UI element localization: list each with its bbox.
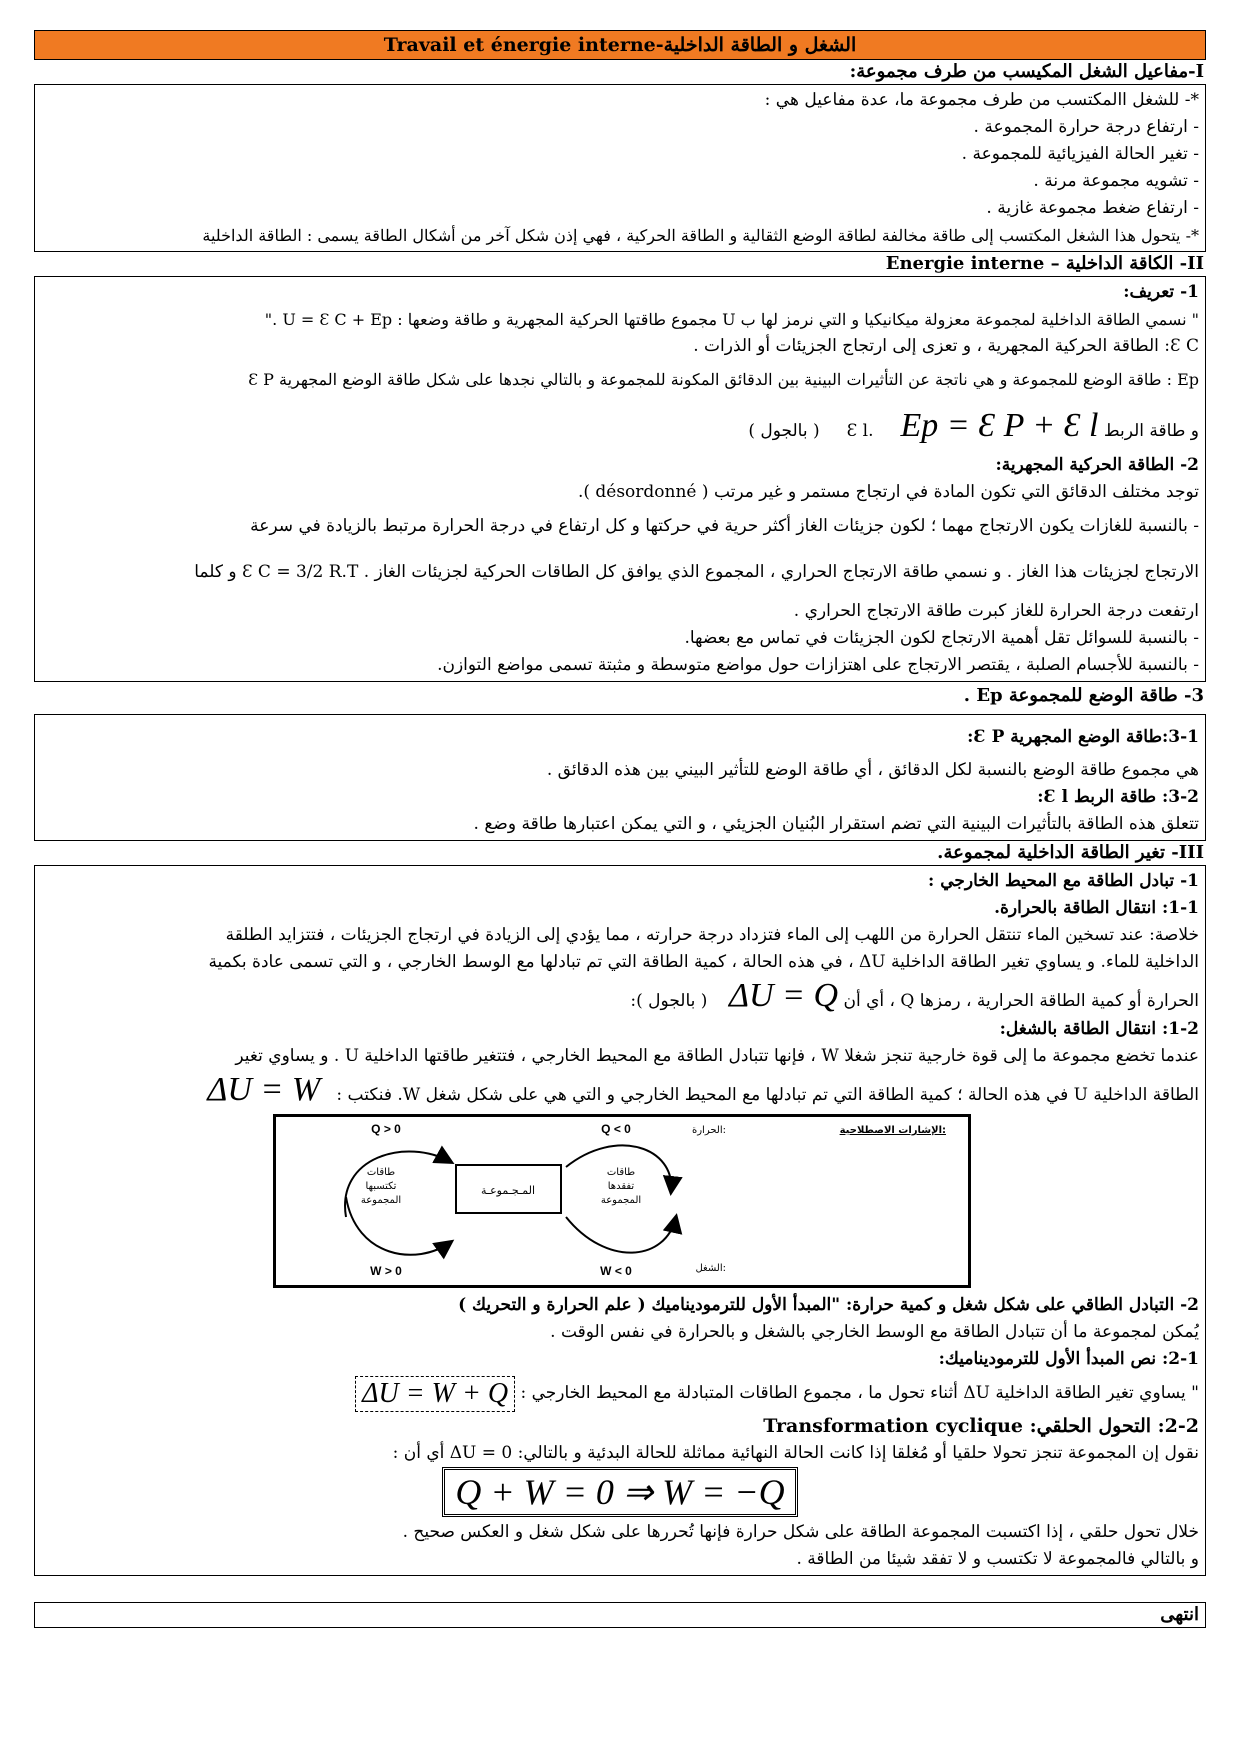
text-line: - ارتفاع ضغط مجموعة غازية . [986,198,1199,218]
subheading: 2-1: نص المبدأ الأول للترموديناميك: [938,1349,1199,1369]
text-line: - ارتفاع درجة حرارة المجموعة . [973,117,1199,137]
subheading: 3-1:طاقة الوضع المجهرية Ɛ P: [967,727,1199,747]
first-law-equation: ΔU = W + Q [355,1376,515,1412]
work-row-label: الشغل: [695,1263,726,1274]
document-page [34,30,1206,1628]
lose-label-1: طاقات [606,1167,636,1178]
equation-line [41,1070,1199,1110]
section-1-heading: I-مفاعيل الشغل المكيسب من طرف مجموعة: [849,61,1204,82]
system-label: المـجـموعـة [480,1184,536,1197]
conventions-title: الإشارات الاصطلاحية: [839,1125,946,1136]
label-q-positive: Q > 0 [371,1122,401,1136]
page-title: Travail et énergie interne-الشغل و الطاقة الداخلية [34,30,1206,60]
arrow-work-out [566,1217,676,1253]
label-w-positive: W > 0 [370,1264,402,1278]
cyclic-equation: Q + W = 0 ⇒ W = −Q [442,1467,797,1517]
text-line: *- للشغل االمكتسب من طرف مجموعة ما، عدة مفاعيل هي : [764,90,1199,110]
text-line: - تغير الحالة الفيزيائية للمجموعة . [961,144,1199,164]
text-line: عندما تخضع مجموعة ما إلى قوة خارجية تنجز شغلا W ، فإنها تتبادل الطاقة مع المحيط الخارجي ، فتتغير طاقتها الداخلية U . و يساوي تغير [235,1046,1199,1066]
text-line: - بالنسبة للأجسام الصلبة ، يقتصر الارتجاج على اهتزازات حول مواضع متوسطة و مثبتة تسمى مواضع التوازن. [437,655,1199,675]
subheading-fr: Transformation cyclique [763,1415,1024,1437]
section-3-heading: 3- طاقة الوضع للمجموعة Ep . [963,685,1204,706]
equation: Ep = Ɛ P + Ɛ l [900,407,1099,444]
subheading: 1- تبادل الطاقة مع المحيط الخارجي : [928,871,1199,891]
text-line: ارتفعت درجة الحرارة للغاز كبرت طاقة الارتجاج الحراري . [793,601,1199,621]
subheading: 2- الطاقة الحركية المجهرية: [995,455,1199,475]
diagram-svg [276,1117,962,1279]
section-2-heading: II- الكاقة الداخلية – Energie interne [885,253,1204,274]
subheading: 1-1: انتقال الطاقة بالحرارة. [994,898,1199,918]
lose-label-2: تفقدها [607,1181,635,1192]
text-line: *- يتحول هذا الشغل المكتسب إلى طاقة مخالفة لطاقة الوضع الثقالية و الطاقة الحركية ، فهي إذن شكل آخر من أشكال الطاقة يسمى : الطاقة الداخلية [202,226,1199,245]
text-line: خلاصة: عند تسخين الماء تنتقل الحرارة من اللهب إلى الماء فتزداد درجة حرارته ، مما يؤدي إلى الزيادة في ارتجاج الجزيئات ، فتتزايد الطلقة [225,925,1199,945]
text-line: Ɛ C: الطاقة الحركية المجهرية ، و تعزى إلى ارتجاج الجزيئات أو الذرات . [693,336,1199,356]
unit-label: ( بالجول ): [630,991,708,1011]
subheading: 3-2: طاقة الربط Ɛ l: [1037,787,1199,807]
text-line: توجد مختلف الدقائق التي تكون المادة في ارتجاج مستمر و غير مرتب ( désordonné ). [577,482,1199,502]
subheading [41,1413,1199,1440]
arrow-heat-in [345,1151,451,1217]
section-4-heading: III- تغير الطاقة الداخلية لمجموعة. [937,842,1204,863]
heat-row-label: الحرارة: [691,1125,726,1136]
equation-line [41,976,1199,1016]
section-3-box [34,714,1206,841]
gain-label-3: المجموعة [360,1195,402,1206]
section-4-box [34,865,1206,1576]
subheading-ar: 2-2: التحول الحلقي: [1029,1415,1199,1437]
text-line: Ep : طاقة الوضع للمجموعة و هي ناتجة عن التأثيرات البينية بين الدقائق المكونة للمجموعة و بالتالي نجدها على شكل طاقة الوضع المجهرية Ɛ P [248,370,1199,389]
text-line: و بالتالي فالمجموعة لا تكتسب و لا تفقد شيئا من الطاقة . [796,1549,1199,1569]
text-line: الداخلية للماء. و يساوي تغير الطاقة الداخلية ΔU ، في هذه الحالة ، كمية الطاقة التي تم تبادلها مع الوسط الخارجي ، و التي تسمى عادة بكمية [208,952,1199,972]
label-w-negative: W < 0 [600,1264,632,1278]
equation-line [41,400,1199,452]
equation-line [41,1467,1199,1519]
lose-label-3: المجموعة [600,1195,642,1206]
text-line: يُمكن لمجموعة ما أن تتبادل الطاقة مع الوسط الخارجي بالشغل و بالحرارة في نفس الوقت . [550,1322,1199,1342]
text-line: - تشويه مجموعة مرنة . [1033,171,1199,191]
end-box: انتهى [34,1602,1206,1628]
text-line: نقول إن المجموعة تنجز تحولا حلقيا أو مُغلقا إذا كانت الحالة النهائية مماثلة للحالة البدئية و بالتالي: ΔU = 0 أي أن : [392,1443,1199,1463]
subheading: 1-2: انتقال الطاقة بالشغل: [999,1019,1199,1039]
equation-line [41,1373,1199,1413]
text-line: " نسمي الطاقة الداخلية لمجموعة معزولة ميكانيكيا و التي نرمز لها ب U مجموع طاقتها الحركية المجهرية و طاقة وضعها : U = Ɛ C + Ep ." [264,310,1199,329]
text-line: خلال تحول حلقي ، إذا اكتسبت المجموعة الطاقة على شكل حرارة فإنها تُحررها على شكل شغل و العكس صحيح . [402,1522,1199,1542]
equation: ΔU = Q [729,977,839,1014]
text-line: هي مجموع طاقة الوضع بالنسبة لكل الدقائق ، أي طاقة الوضع للتأثير البيني بين هذه الدقائق . [546,760,1199,780]
text-fragment: و طاقة الربط Ɛ l. [846,421,1199,441]
text-line: - بالنسبة للغازات يكون الارتجاج مهما ؛ لكون جزيئات الغاز أكثر حرية في حركتها و كل ارتفاع في درجة الحرارة مرتبط بالزيادة في سرعة [250,516,1199,536]
subheading: 1- تعريف: [1123,282,1199,302]
text-line: - بالنسبة للسوائل تقل أهمية الارتجاج لكون الجزيئات في تماس مع بعضها. [684,628,1199,648]
gain-label-1: طاقات [366,1167,396,1178]
gain-label-2: تكتسبها [365,1181,397,1192]
label-q-negative: Q < 0 [601,1122,631,1136]
text-fragment: الطاقة الداخلية U في هذه الحالة ؛ كمية الطاقة التي تم تبادلها مع المحيط الخارجي و التي هي على شكل شغل W. فنكتب : [336,1085,1199,1105]
section-1-box [34,84,1206,252]
text-line: تتعلق هذه الطاقة بالتأثيرات البينية التي تضم استقرار البُنيان الجزيئي ، و التي يمكن اعتبارها طاقة وضع . [473,814,1199,834]
text-line: الارتجاج لجزيئات هذا الغاز . و نسمي طاقة الارتجاج الحراري ، المجموع الذي يوافق كل الطاقات الحركية لجزيئات الغاز . Ɛ C = 3/2 R.T و كلما [194,562,1199,582]
sign-convention-diagram [273,1114,971,1288]
text-fragment: الحرارة أو كمية الطاقة الحرارية ، رمزها Q ، أي أن [843,991,1199,1011]
section-2-box [34,276,1206,682]
text-fragment: " يساوي تغير الطاقة الداخلية ΔU أثناء تحول ما ، مجموع الطاقات المتبادلة مع المحيط الخارجي : [520,1383,1199,1403]
equation: ΔU = W [207,1071,321,1108]
subheading: 2- التبادل الطاقي على شكل شغل و كمية حرارة: "المبدأ الأول للترموديناميك ( علم الحرارة و التحريك ) [458,1295,1199,1315]
unit-label: ( بالجول ) [748,421,820,441]
